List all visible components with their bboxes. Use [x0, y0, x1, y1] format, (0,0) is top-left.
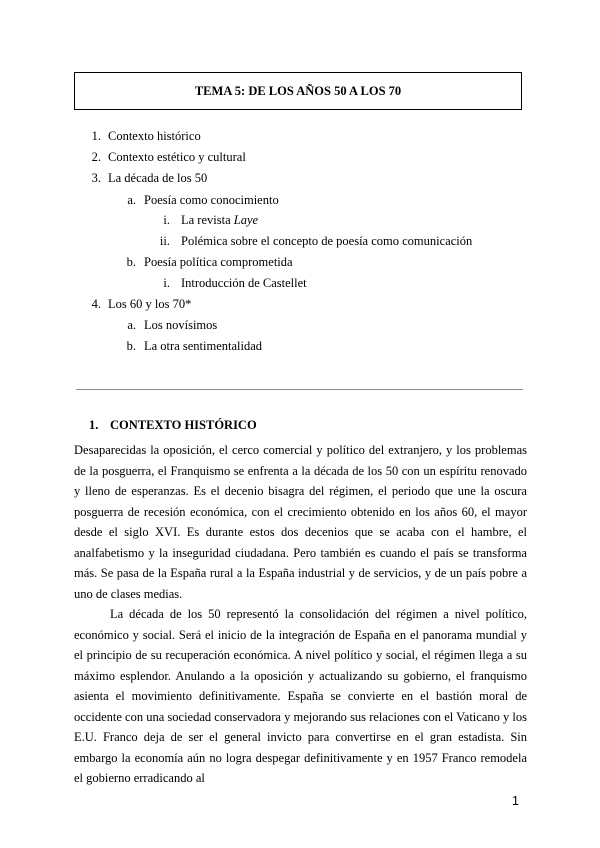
- toc-label: Contexto histórico: [108, 129, 201, 143]
- toc-label: Poesía política comprometida: [144, 255, 293, 269]
- toc-label: Polémica sobre el concepto de poesía como comunicación: [181, 234, 473, 248]
- toc-label: La década de los 50: [108, 171, 208, 185]
- toc-label: Contexto estético y cultural: [108, 150, 246, 164]
- toc-label: Poesía como conocimiento: [144, 193, 279, 207]
- paragraph-2: La década de los 50 representó la consolidación del régimen a nivel político, económico y social. Será el inicio de la integración de España en el panorama mundial y el principio de su recuperación económica. A nivel político y social, el régimen llega a su máximo esplendor. Anulando a la oposición y actualizando su gobierno, el franquismo asienta el movimiento definitivamente. España se convierte en el bastión moral de occidente con una sociedad conservadora y mejorando sus relaciones con el Vaticano y los E.U. Franco deja de ser el general invicto para convertirse en el gran estadista. Sin embargo la economía aún no logra despegar definitivamente y en 1957 Franco remodela el gobierno erradicando al: [74, 607, 527, 785]
- toc-label: La otra sentimentalidad: [144, 339, 263, 353]
- toc-marker: b.: [126, 339, 136, 353]
- toc-marker: 3.: [91, 171, 101, 185]
- document-title-box: [74, 72, 522, 110]
- toc-marker: i.: [163, 213, 170, 227]
- page-number: 1: [512, 794, 519, 808]
- toc-marker: ii.: [159, 234, 170, 248]
- toc-label-text: La revista: [181, 213, 234, 227]
- section-title: CONTEXTO HISTÓRICO: [110, 418, 257, 432]
- toc-label: Los novísimos: [144, 318, 218, 332]
- toc-marker: 4.: [91, 297, 101, 311]
- section-number: 1.: [89, 418, 99, 432]
- toc-label: Los 60 y los 70*: [108, 297, 192, 311]
- toc-marker: b.: [126, 255, 136, 269]
- toc-label: [181, 213, 258, 228]
- toc-marker: 2.: [91, 150, 101, 164]
- section-divider: [76, 389, 523, 390]
- document-title: TEMA 5: DE LOS AÑOS 50 A LOS 70: [194, 83, 402, 98]
- toc-marker: a.: [127, 193, 136, 207]
- body-text: [74, 440, 527, 789]
- paragraph-1: Desaparecidas la oposición, el cerco comercial y político del extranjero, y los problemas de la posguerra, el Franquismo se enfrenta a la década de los 50 con un espíritu renovado y lleno de esperanzas. Es el decenio bisagra del régimen, el periodo que une la oscura posguerra de recesión económica, con el crecimiento obtenido en los años 60, el mayor desde el siglo XVI. Es durante estos dos decenios que se acaba con el hambre, el analfabetismo y la inseguridad ciudadana. Pero también es cuando el país se transforma más. Se pasa de la España rural a la España industrial y de servicios, y de un país pobre a uno de clases medias.: [74, 443, 527, 601]
- toc-label: Introducción de Castellet: [181, 276, 307, 290]
- section-heading: [89, 418, 257, 433]
- toc-marker: 1.: [91, 129, 101, 143]
- toc-label-italic: Laye: [233, 213, 259, 227]
- toc-marker: i.: [163, 276, 170, 290]
- toc-marker: a.: [127, 318, 136, 332]
